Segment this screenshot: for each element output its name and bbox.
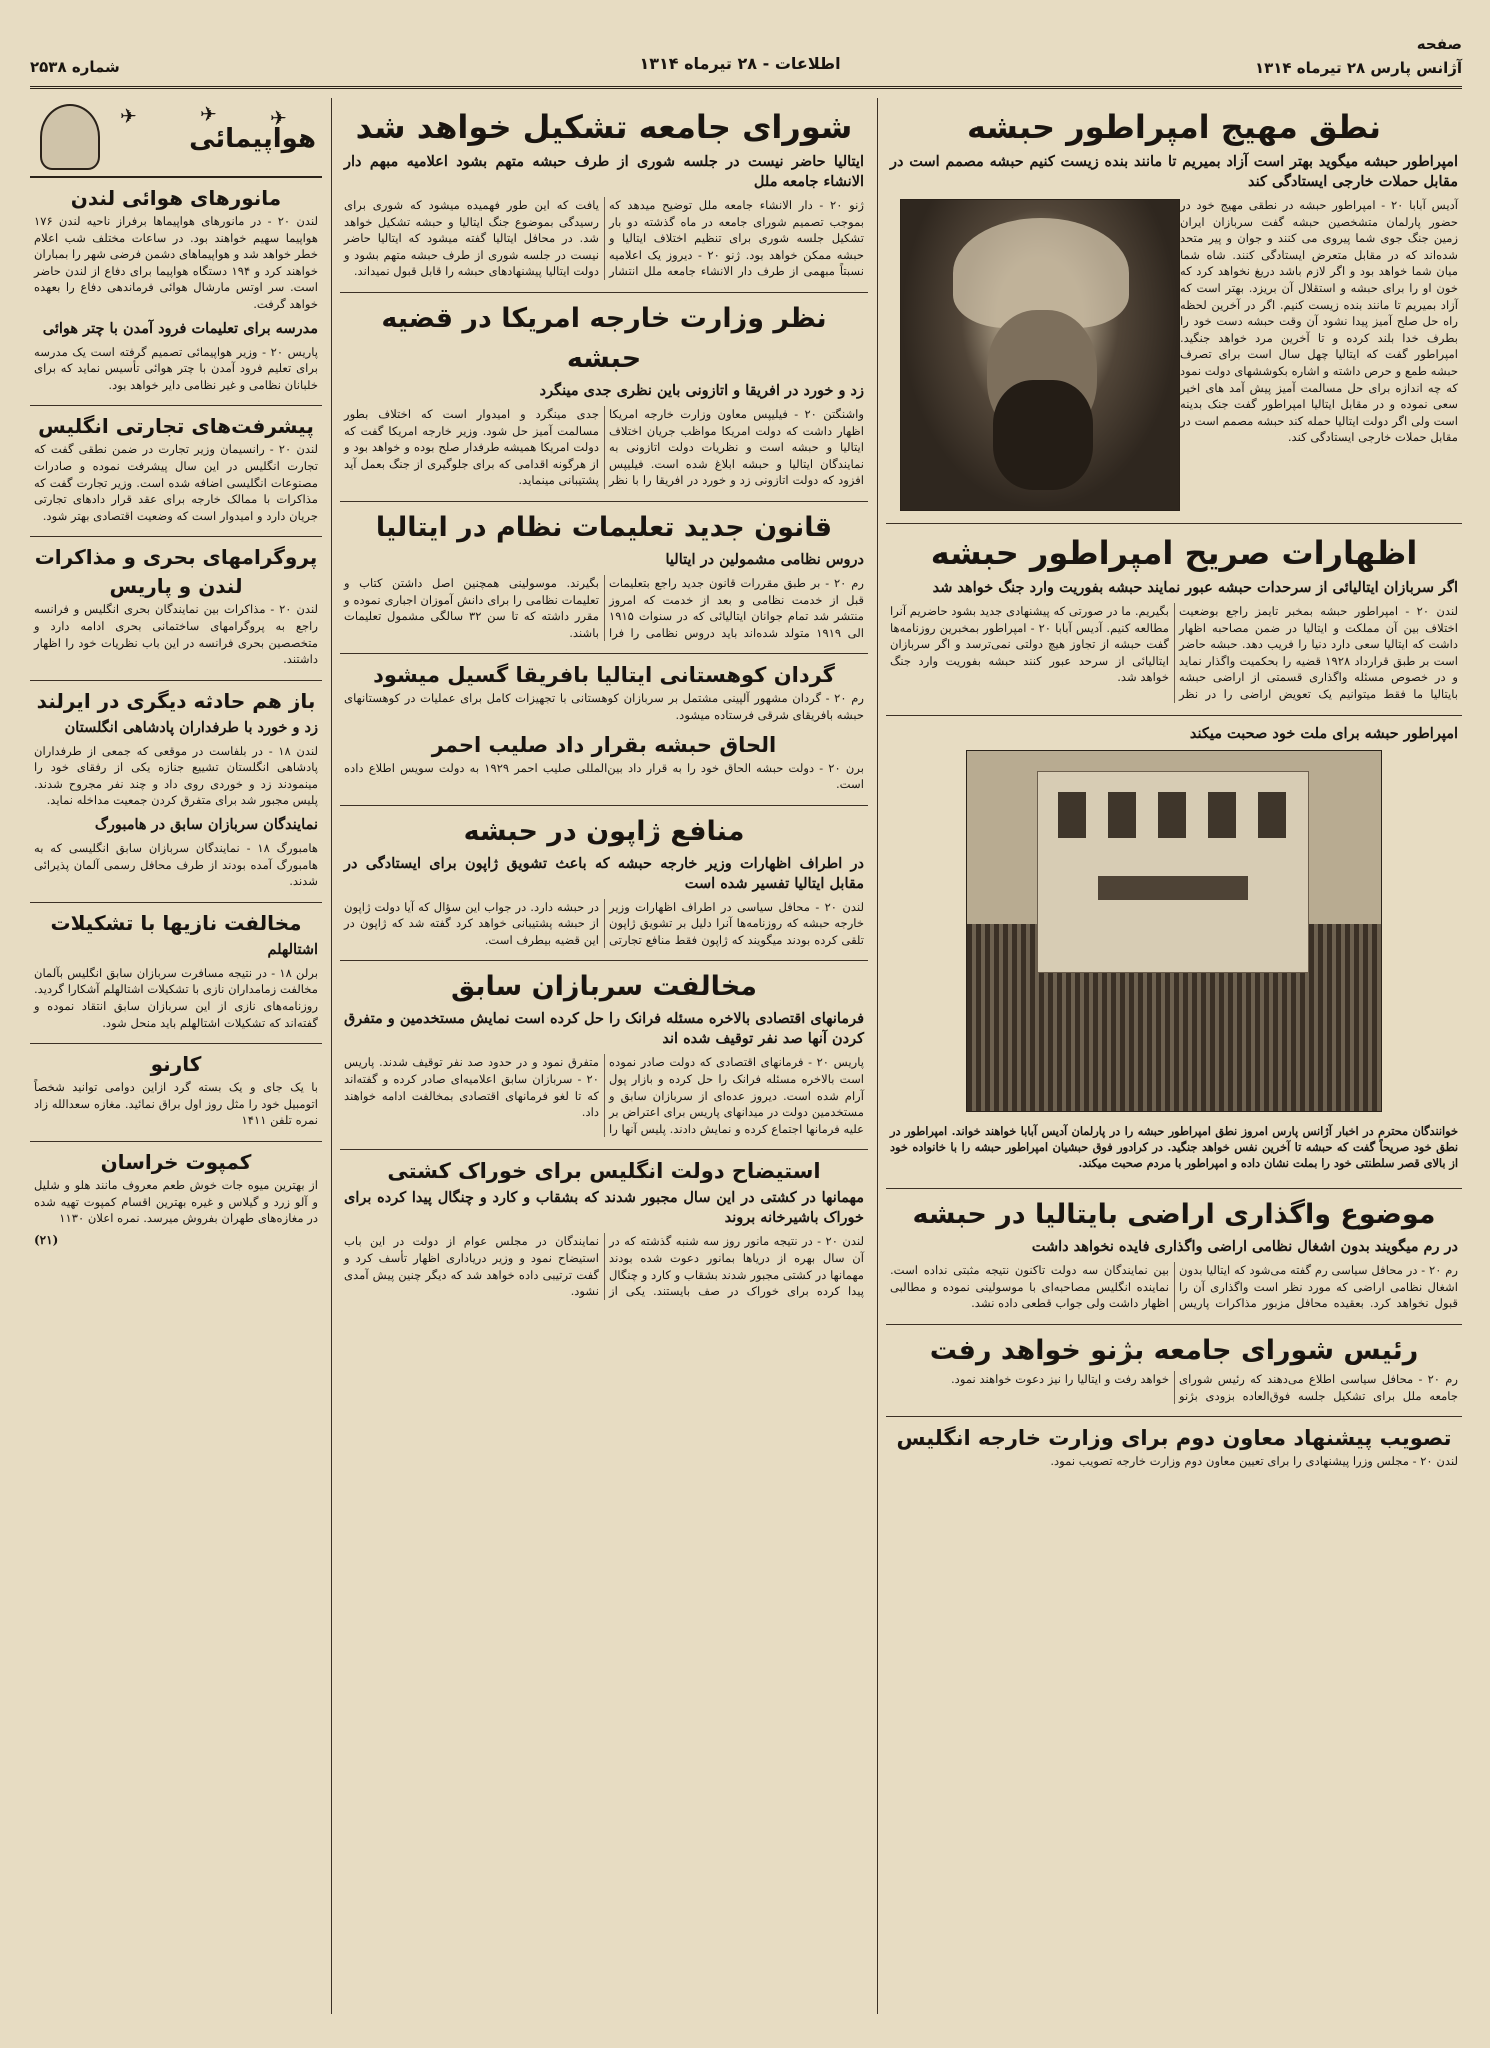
headline: باز هم حادثه دیگری در ایرلند [36,688,316,713]
article-military-law [340,502,868,654]
article-emperor-speech [886,98,1462,524]
airplane-icon: ✈ [270,106,287,130]
headline: مانورهای هوائی لندن [70,186,282,210]
pilot-icon [40,104,100,170]
article-body: واشنگتن ۲۰ - فیلیپس معاون وزارت خارجه امریکا اظهار داشت که دولت امریکا مواظب جریان اختلاف ایتالیا و حبشه است و نظریات دولت اتازونی به نمایندگان ایتالیا و حبشه ابلاغ شده است. فیلیپس افزود که دولت اتازونی زد و خورد در افریقا را با نظر جدی مینگرد و امیدوار است که اختلاف بطور مسالمت آمیز حل شود. وزیر خارجه امریکا گفت که دولت امریکا همیشه طرفدار صلح بوده و خواهد بود و از هرگونه اقدامی که برای جلوگیری از جنگ بعمل آید پشتیبانی مینماید. [344,406,864,488]
newspaper-page [30,28,1462,2024]
ad-khorasan-compote [30,1142,322,1253]
article-body: لندن ۱۸ - در بلفاست در موقعی که جمعی از طرفداران پادشاهی انگلستان تشییع جنازه یکی از رفقای خود را مینمودند زد و خوردی روی داد و چند نفر مجروح شدند. پلیس مجبور شد برای متفرق کردن جمعیت مداخله نماید. [34,743,318,808]
article-body: برلن ۱۸ - در نتیجه مسافرت سربازان سابق انگلیس بآلمان مخالفت زمامداران نازی با تشکیلات اشتالهلم آشکارا گردید. روزنامه‌های نازی از این سربازان سابق انتقاد نموده و گفته‌اند که تشکیلات اشتالهلم باید منحل شود. [34,965,318,1030]
article-veterans [340,961,868,1150]
emperor-portrait-photo [900,199,1180,511]
middle-column [340,98,868,2014]
headline: پروگرامهای بحری و مذاکرات لندن و پاریس [34,545,318,599]
subheadline: امپراطور حبشه میگوید بهتر است آزاد بمیریم تا مانند بنده زیست کنیم حبشه مصمم است در مقابل حملات خارجی ایستادگی کند [890,153,1458,190]
headline: پیشرفت‌های تجارتی انگلیس [38,414,314,439]
article-photo-crowd [886,716,1462,1190]
article-body: هامبورگ ۱۸ - نمایندگان سربازان سابق انگلیسی که به هامبورگ آمده بودند از طرف محافل رسمی آلمان پذیرائی شدند. [34,841,318,889]
article-body: رم ۲۰ - محافل سیاسی اطلاع می‌دهند که رئیس شورای جامعه ملل برای تشکیل جلسه فوق‌العاده بزودی بژنو خواهد رفت و ایتالیا را نیز دعوت خواهند نمود. [951,1371,1458,1403]
article-council-president [886,1325,1462,1417]
ad-karno [30,1044,322,1142]
photo-title: امپراطور حبشه برای ملت خود صحبت میکند [1189,724,1458,742]
ad-body: از بهترین میوه جات خوش طعم معروف مانند هلو و شلیل و آلو زرد و گیلاس و غیره بهترین اقسام کمپوت تهیه شده در مغازه‌های طهران بفروش میرسد. نمره اعلان ۱۱۳۰ [34,1178,318,1226]
masthead [30,28,1462,89]
headline: مخالفت سربازان سابق [451,971,757,1003]
headline: قانون جدید تعلیمات نظام در ایتالیا [375,511,833,543]
aviation-section-logo [30,98,322,178]
subheadline: مدرسه برای تعلیمات فرود آمدن با چتر هوائی [42,319,318,337]
subheadline: دروس نظامی مشمولین در ایتالیا [665,550,864,568]
page-label: صفحه [1416,35,1462,53]
article-land-transfer [886,1189,1462,1325]
article-league-council [340,98,868,293]
article-nazi-opposition [30,903,322,1044]
article-body: پاریس ۲۰ - وزیر هواپیمائی تصمیم گرفته است یک مدرسه برای تعلیم فرود آمدن با چتر هوائی تأسیس نماید که برای خلبانان نظامی و غیر نظامی دایر خواهد بود. [34,344,318,392]
article-body: ژنو ۲۰ - دار الانشاء جامعه ملل توضیح میدهد که بموجب تصمیم شورای جامعه در ماه گذشته دو بار تشکیل جلسه شوری برای تنظیم اختلاف ایتالیا و حبشه ممکن خواهد بود. ژنو ۲۰ - دیروز یک اعلامیه نسبتاً مبهمی از طرف دار الانشاء جامعه ملل انتشار یافت که این طور فهمیده میشود که شوری برای رسیدگی بموضوع جنگ ایتالیا و حبشه تشکیل خواهد شد. در محافل ایتالیا گفته میشود که ایتالیا حاضر نیست در جلسه شوری از طرف حبشه متهم بشود و دولت ایتالیا پیشنهادهای حبشه را قابل قبول نمیداند. [344,198,864,279]
headline: رئیس شورای جامعه بژنو خواهد رفت [929,1334,1419,1366]
headline: مخالفت نازیها با تشکیلات [50,910,302,935]
left-column [30,98,322,2014]
headline: تصویب پیشنهاد معاون دوم برای وزارت خارجه انگلیس [896,1426,1452,1451]
headline: منافع ژاپون در حبشه [463,815,745,847]
airplane-icon: ✈ [120,104,137,128]
subheadline: مهمانها در کشتی در این سال مجبور شدند که بشقاب و کارد و چنگال پیدا کرده برای خوراک باشیرخانه بروند [344,1189,864,1227]
ad-title: کارنو [150,1052,202,1077]
article-body: لندن ۲۰ - مجلس وزرا پیشنهادی را برای تعیین معاون دوم وزارت خارجه تصویب نمود. [1050,1454,1458,1469]
article-alpine-battalion [340,654,868,805]
crowd-palace-photo [966,750,1382,1112]
subheadline: زد و خورد با طرفداران پادشاهی انگلستان [64,718,318,736]
article-body: لندن ۲۰ - در نتیجه مانور روز سه شنبه گذشته که در آن سال بهره از دریاها بمانور دعوت شده بودند مهمانها در کشتی مجبور شدند بشقاب و کارد و چنگال پیدا کرده برای خوراک در صف بایستند. یکی از نمایندگان در مجلس عوام از دولت در این باب استیضاح نمود و وزیر دریاداری اظهار تأسف کرد و گفت ترتیبی داده خواهد شد که دیگر چنین پیش آمدی نشود. [344,1234,864,1299]
ad-title: کمپوت خراسان [100,1150,252,1174]
subheadline: اگر سربازان ایتالیائی از سرحدات حبشه عبور نمایند حبشه بفوریت وارد جنگ خواهد شد [932,579,1458,596]
photo-caption: خوانندگان محترم در اخبار آژانس پارس امروز نطق امپراطور حبشه را در پارلمان آدیس آبابا خواهند خواند. امپراطور در نطق خود صریحاً گفت که حبشه تا آخرین نفس خواهد جنگید. در کرادور فوق حبشیان امپراطور حبشه را با خانواده خود از بالای قصر سلطنتی خود را بملت نشان داده و امپراطور با مردم صحبت میکند. [890,1123,1458,1170]
headline-red-cross: الحاق حبشه بقرار داد صلیب احمر [431,732,777,757]
subheadline: فرمانهای اقتصادی بالاخره مسئله فرانک را حل کرده است نمایش مستخدمین و متفرق کردن آنها صد نفر توقیف شده اند [344,1010,864,1048]
article-deputy-minister [886,1417,1462,1482]
headline: موضوع واگذاری اراضی بایتالیا در حبشه [912,1199,1436,1231]
airplane-icon: ✈ [200,102,217,126]
article-body: رم ۲۰ - بر طبق مقررات قانون جدید راجع بتعلیمات قبل از خدمت نظامی و بعد از خدمت که امروز منتشر شد تمام جوانان ایتالیائی که در سنوات ۱۹۱۵ الی ۱۹۱۹ متولد شده‌اند باید دروس نظامی را فرا بگیرند. موسولینی همچنین اصل داشتن کتاب و تعلیمات نظامی را برای دانش آموزان اجباری نموده و مقرر داشته که تا سن ۳۲ سالگی مشمول تعلیمات باشند. [344,575,864,640]
right-column [886,98,1462,2014]
column-rule [331,98,332,2014]
article-naval-programs [30,537,322,680]
headline: شورای جامعه تشکیل خواهد شد [355,108,853,146]
article-body: لندن ۲۰ - محافل سیاسی در اطراف اظهارات وزیر خارجه حبشه که روزنامه‌ها آنرا دلیل بر تشویق ژاپون تلقی کرده بودند میگویند که ژاپون فقط منافع تجارتی در حبشه دارد. در جواب این سؤال که آیا دولت ژاپون از حبشه پشتیبانی خواهد کرد گفته شد که ژاپون در این قضیه بیطرف است. [344,899,864,947]
article-ship-food [340,1150,868,1311]
article-body: رم ۲۰ - در محافل سیاسی رم گفته می‌شود که ایتالیا بدون اشغال نظامی اراضی که مورد نظر است واگذاری آن را قبول نخواهد کرد. بعقیده محافل مزبور مذاکرات پاریس بین نمایندگان سه دولت تاکنون نتیجه مثبتی نداده است. نماینده انگلیس مصاحبه‌ای با موسولینی نموده و مطالبی اظهار داشت ولی جواب قطعی داده نشد. [890,1263,1458,1311]
article-air-maneuvers [30,178,322,406]
article-body: لندن ۲۰ - امپراطور حبشه بمخبر تایمز راجع بوضعیت اختلاف بین آن مملکت و ایتالیا در ضمن مصاحبه اظهار داشت که ایتالیا سعی دارد دنیا را فریب دهد. حبشه حاضر است بر طبق قرارداد ۱۹۲۸ قضیه را بحکمیت واگذار نماید و در خصوص مسئله واگذاری قسمتی از اراضی حبشه بایتالیا ما فقط میتوانیم یک تعویض اراضی را در نظر بگیریم. ما در صورتی که پیشنهادی جدید بشود حاضریم آنرا مطالعه کنیم. آدیس آبابا ۲۰ - امپراطور بمخبرین روزنامه‌ها گفت حبشه از تجاوز هیچ دولتی نمی‌ترسد و اگر سربازان ایتالیائی از سرحد عبور کنند حبشه بفوریت وارد جنگ خواهد شد. [890,604,1458,701]
article-body: لندن ۲۰ - رانسیمان وزیر تجارت در ضمن نطقی گفت که تجارت انگلیس در این سال پیشرفت نموده و صادرات مصنوعات انگلیسی اضافه شده است. وزیر تجارت گفت که مذاکرات با ممالک خارجه برای عقد قرار دادهای تجارتی جریان دارد و امیدوار است که وضعیت اقتصادی بهتر شود. [34,442,318,523]
masthead-title: اطلاعات - ۲۸ تیرماه ۱۳۱۴ [639,54,841,73]
masthead-right [1255,32,1462,80]
article-body: لندن ۲۰ - در مانورهای هواپیماها برفراز ناحیه لندن ۱۷۶ هواپیما سهیم خواهند بود. در ساعات مختلف شب اعلام خطر خواهد شد و هواپیماهای دشمن فرضی شهر را بمباران خواهند کرد و ۱۹۴ دستگاه هواپیما برای دفاع از لندن حاضر است. سر اوتس مارشال هوائی فرماندهی دفاع را بعهده خواهد گرفت. [34,214,318,311]
article-body: رم ۲۰ - گردان مشهور آلپینی مشتمل بر سربازان کوهستانی با تجهیزات کامل برای عملیات در کوهستانهای حبشه بافریقای شرقی فرستاده میشود. [344,691,864,722]
article-body-red-cross: برن ۲۰ - دولت حبشه الحاق خود را به قرار داد بین‌المللی صلیب احمر ۱۹۲۹ به دولت سویس اطلاع داده است. [344,760,865,792]
article-ireland [30,681,322,903]
article-body: پاریس ۲۰ - فرمانهای اقتصادی که دولت صادر نموده است بالاخره مسئله فرانک را حل کرده و بازار پول آرام شده است. دیروز عده‌ای از سربازان سابق و مستخدمین دولت در میدانهای پاریس برای اعتراض بر علیه فرمانها اجتماع کرده و نمایش دادند. پلیس آنها را متفرق نمود و در حدود صد نفر توقیف شدند. پاریس ۲۰ - سربازان سابق اعلامیه‌ای صادر کرده و گفته‌اند که تا لغو فرمانهای اقتصادی بمخالفت ادامه خواهند داد. [344,1055,864,1136]
article-body: لندن ۲۰ - مذاکرات بین نمایندگان بحری انگلیس و فرانسه راجع به پروگرامهای ساختمانی بحری ادامه دارد و متخصصین بحری فرانسه در این باب نظریات خود را اظهار داشتند. [34,602,318,667]
headline: استیضاح دولت انگلیس برای خوراک کشتی [387,1159,821,1184]
section-title: هواپیمائی [189,124,316,154]
article-body: آدیس آبابا ۲۰ - امپراطور حبشه در نطقی مهیج خود در حضور پارلمان متشخصین حبشه گفت سربازان ایران زمین جنگ جوی شما پیروی می کنند و جوان و پیر متحد شده‌اند که در مقابل متعرض ایستادگی کنند. شاه شما میان شما خواهد بود و اگر لازم باشد دریغ نخواهد کرد که خون او را برای حبشه و استقلال آن بریزد. بهتر است که آزاد بمیریم تا مانند بنده زیست کنیم. اگر در آخرین لحظه راه حل صلح آمیز پیدا نشود آن وقت حبشه دست خود را بطرف خدا بلند کرده و تا آخرین مرد خواهد جنگید. امپراطور گفت که ایتالیا چهل سال است برای تصرف حبشه طمع و حرص داشته و اشاره بکوششهای دولت نمود که چه اندازه برای حل مسالمت آمیز پیش آمد های اخیر سعی نموده و در مقابل ایتالیا امپراطور گفت جنک بدینه است ولی اگر دولت ایتالیا حمله کند حبشه مصمم است در مقابل حملات خارجی ایستادگی کند. [1180,198,1458,445]
article-emperor-statements [886,524,1462,716]
subheadline: ایتالیا حاضر نیست در جلسه شوری از طرف حبشه متهم بشود اعلامیه مبهم دار الانشاء جامعه ملل [344,153,864,190]
article-japan-interests [340,806,868,962]
article-us-state-dept [340,293,868,502]
subheadline: در رم میگویند بدون اشغال نظامی اراضی واگذاری فایده نخواهد داشت [1031,1238,1458,1256]
headline: نطق مهیج امپراطور حبشه [967,108,1381,146]
headline: اظهارات صریح امپراطور حبشه [930,534,1418,572]
subheadline: زد و خورد در افریقا و اتازونی باین نظری جدی مینگرد [539,381,864,399]
subheadline: در اطراف اظهارات وزیر خارجه حبشه که باعث تشویق ژاپون برای ایستادگی در مقابل ایتالیا تفسیر شده است [344,854,864,892]
subheadline-hamburg: نمایندگان سربازان سابق در هامبورگ [94,816,318,834]
subheadline: اشتالهلم [267,940,318,958]
headline: گردان کوهستانی ایتالیا بافریقا گسیل میشود [373,663,835,688]
ad-body: با یک جای و یک بسته گرد ازاین دوامی توانید شخصاً اتومبیل خود را مثل روز اول براق نمائید. مغازه سعدالله زاد نمره تلفن ۱۴۱۱ [34,1080,318,1128]
ad-number: (۲۱) [34,1232,59,1247]
agency-date: آژانس پارس ۲۸ تیرماه ۱۳۱۴ [1254,59,1462,77]
headline: نظر وزارت خارجه امریکا در قضیه حبشه [381,302,827,374]
issue-number: شماره ۲۵۳۸ [30,58,120,76]
column-rule [877,98,878,2014]
article-british-trade [30,406,322,537]
